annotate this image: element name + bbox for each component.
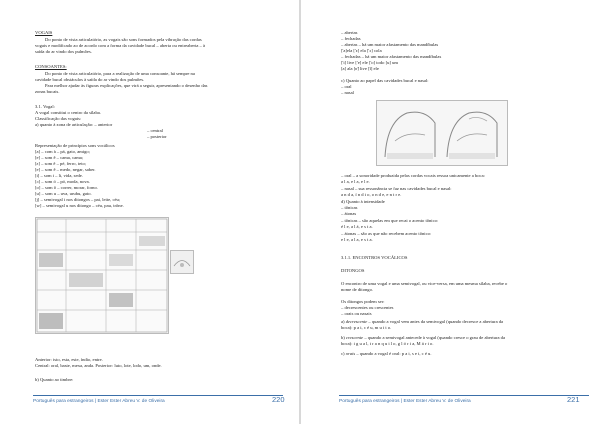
oral-examples: a l a, e l a, e l e. [341, 179, 370, 184]
quanto-zona: a) quanto à zona de articulação: – anterior [35, 122, 113, 127]
right-page [301, 0, 600, 424]
consoantes-title: CONSOANTES: [35, 64, 67, 69]
item-a-line [341, 319, 503, 325]
vowel-chart-image [35, 217, 169, 334]
central-example: Central: oral, baste, mexa, anda. Posterior: luto, lote, lodo, um, onde. [35, 363, 162, 368]
footer-divider [339, 395, 589, 396]
vowel-item: [u] – som u – uva, urubu, gato. [35, 191, 92, 196]
tonicas-examples: é l e, a l á, e s t a. [341, 224, 373, 229]
item-b-label: b) [341, 335, 345, 340]
atonas-examples: e l e, a l a, e s t a. [341, 237, 373, 242]
item-c-line [341, 351, 431, 357]
vowel-chart-drawing [36, 218, 168, 333]
representation-heading: Representação de princípios sons vocálicos [35, 143, 115, 148]
item-b-text: – quando a semivogal antecede à vogal (quando cresce o grau de abertura da [364, 335, 506, 340]
atonas-definition: – átonas – são as que não recebem acento tônico: [341, 231, 432, 236]
consoantes-line: cavidade bucal obstáculos à saída do ar vindo dos pulmões. [35, 77, 145, 82]
list-line: – fechadas [341, 36, 361, 41]
vowel-item: [w] – semivogal u nos ditongo – céu, pau, trône. [35, 203, 124, 208]
vowel-item: [e] – som ê – medo, negar, saber. [35, 167, 96, 172]
ditongo-type: – orais ou nasais [341, 311, 372, 316]
vowel-item: [j] – semivogal i nos ditongos – pai, leite, céu; [35, 197, 121, 202]
quanto-cavidades: c) Quanto ao papel das cavidades bucal e nasal: [341, 78, 429, 83]
vowel-item: [ɛ] – som ê – pé, ferro, teto; [35, 161, 87, 166]
mouth-sketch [171, 251, 193, 273]
cavity-illustration [376, 100, 508, 166]
ditongos-podem: Os ditongos podem ser: [341, 299, 385, 304]
section-heading: 3.1. Vogal: [35, 104, 55, 109]
oral-definition: – oral – a sonoridade produzida pelas cordas vocais ressoa unicamente a boca: [341, 173, 485, 178]
zona-posterior: – posterior [147, 134, 167, 139]
ditongos-heading: DITONGOS [341, 268, 365, 273]
ditongo-type: – decrescentes ou crescentes [341, 305, 394, 310]
vowel-item: [e] – som ê – cama, cama; [35, 155, 84, 160]
vowel-item: [a] – com à – pá, gato, amigo; [35, 149, 90, 154]
vogais-paragraph-line: saída do ar vindo dos pulmões. [35, 49, 92, 54]
nasal-item: – nasal [341, 90, 354, 95]
list-line: ['a]ela ['ɛ] ela ['ɔ] cola [341, 48, 382, 53]
list-line: ['i] live ['e] ele ['o] todo [u] um [341, 60, 398, 65]
zona-central: – central [147, 128, 163, 133]
quanto-intensidade: d) Quanto à intensidade [341, 199, 385, 204]
vogais-title: VOGAIS [35, 30, 53, 35]
consoantes-line: Para melhor ajudar às figuras explicações, que virá a seguir, apresentando o desenho das [45, 83, 208, 88]
page-number: 220 [272, 395, 285, 404]
nasal-examples: a n d a, í n d i o, o n d e, e n t r e. [341, 192, 402, 197]
vogais-paragraph-line: Do ponto de vista articulatório, as vogais são sons formados pela vibração das cordas [45, 37, 202, 42]
cavity-drawing [377, 101, 507, 165]
tonicas-definition: – tônicas – são aquelas em que recai o acento tônico: [341, 218, 439, 223]
anterior-example: Anterior: isto, esta, este, índio, entre. [35, 357, 103, 362]
classification-heading: Classificação das vogais: [35, 116, 82, 121]
oral-item: – oral [341, 84, 352, 89]
footer-text: Português para estrangeiros | Ester Ester Abreu V. de Oliveira [33, 399, 165, 404]
left-page [0, 0, 299, 424]
item-c-term: orais [345, 351, 356, 356]
list-line: [a] ala [ɐ̃] live [î] ele [341, 66, 379, 71]
item-b-term: crescente [345, 335, 364, 340]
footer-divider [33, 395, 283, 396]
vowel-item: [o] – som ô – correr, morar, forno. [35, 185, 98, 190]
vowel-item: [i] – som i – li, vida, sede. [35, 173, 83, 178]
item-b-examples: boca): i g u a l, t r a n q u i l o, g l ó r i a, M á r i o. [341, 341, 434, 346]
ditongo-definition: nome de ditongo. [341, 287, 374, 292]
vowel-item: [ɔ] – som ó – pó, moda, nova. [35, 179, 90, 184]
page-number: 221 [567, 395, 580, 404]
footer-text: Português para estrangeiros | Ester Ester Abreu V. de Oliveira [339, 399, 471, 404]
section-heading: 3.1.1. ENCONTROS VOCÁLICOS [341, 255, 408, 260]
item-c-text: – quando a vogal é oral: p a i, s e i, c é u. [356, 351, 432, 356]
item-a-label: a) [341, 319, 345, 324]
vogal-definition: A vogal constitui o centro da sílaba. [35, 110, 101, 115]
list-line: – abertas [341, 30, 358, 35]
consoantes-line: Do ponto de vista articulatório, para a realização de uma consoante, há sempre na [45, 71, 195, 76]
vogais-paragraph-line: vogais e modificado ao de acordo com a forma da cavidade bucal – aberta ou entreaberta – à [35, 43, 206, 48]
list-line: – fechadas – há um maior afastamento das mandíbulas [341, 54, 442, 59]
item-c-label: c) [341, 351, 345, 356]
nasal-definition: – nasal – sua ressonância se faz nas cavidades bucal e nasal: [341, 186, 452, 191]
quanto-timbre: b) Quanto ao timbre: [35, 377, 74, 382]
consoantes-line: zonas bucais. [35, 89, 60, 94]
item-a-term: decrescente [345, 319, 368, 324]
mouth-diagram-small [170, 250, 194, 274]
item-a-examples: boca): p a i, c é u, m u i t o. [341, 325, 392, 330]
item-a-text: – quando a vogal vem antes da semivogal (quando decresce a abertura da [368, 319, 504, 324]
list-line: – abertas – há um maior afastamento das mandíbulas [341, 42, 439, 47]
item-b-line [341, 335, 505, 341]
atonas-item: – átonas [341, 211, 357, 216]
ditongo-definition: O encontro de uma vogal e uma semivogal, ou vice-versa, em uma mesma sílaba, recebe o [341, 281, 508, 286]
tonicas-item: – tônicas [341, 205, 358, 210]
